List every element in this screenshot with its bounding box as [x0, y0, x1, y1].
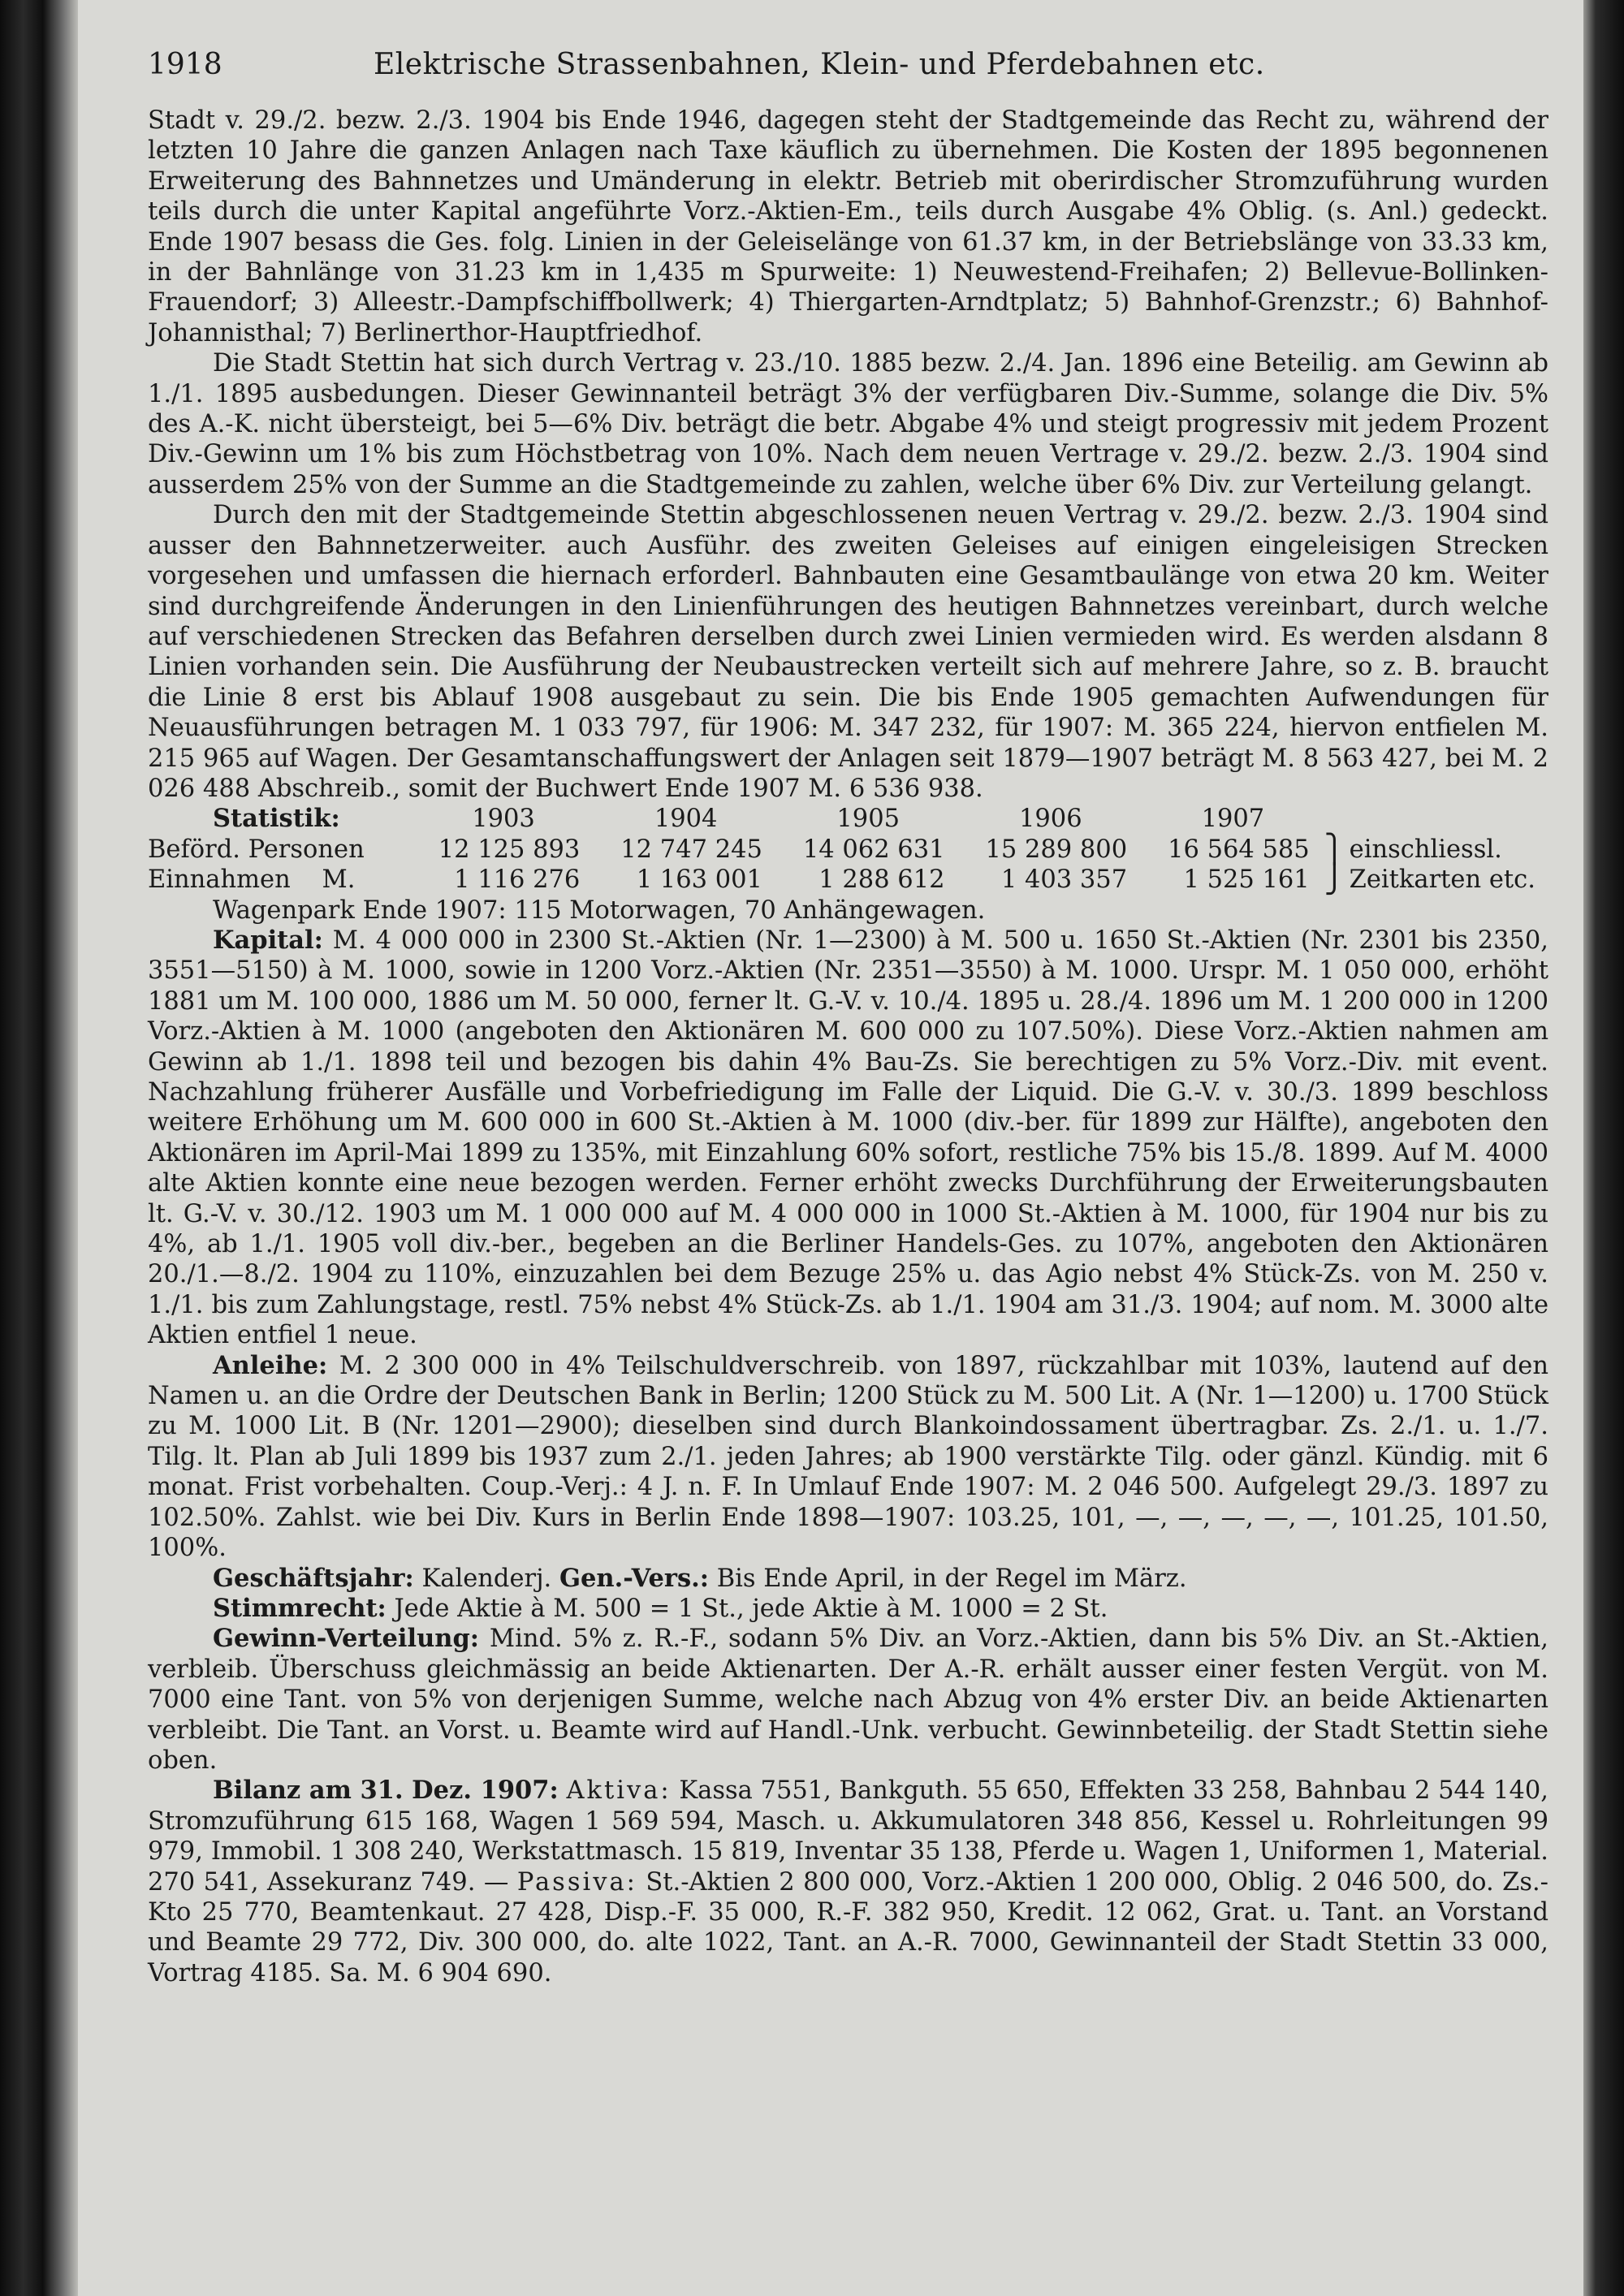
value-cell: 12 125 893	[438, 835, 581, 864]
year-cell: 1907	[1201, 805, 1265, 834]
statistics-header-row	[148, 804, 1548, 834]
gewinn-label: Gewinn-Verteilung:	[213, 1624, 480, 1654]
row-note: einschliessl.	[1349, 835, 1502, 864]
kapital-text: M. 4 000 000 in 2300 St.-Aktien (Nr. 1—2300) à M. 500 u. 1650 St.-Aktien (Nr. 2301 bis 2350, 3551—5150) à M. 1000, sowie in 1200 Vorz.-Aktien (Nr. 2351—3550) à M. 1000. Urspr. M. 1 050 000, erhöht 1881 um M. 100 000, 1886 um M. 50 000, ferner lt. G.-V. v. 10./4. 1895 u. 28./4. 1896 um M. 1 200 000 in 1200 Vorz.-Aktien à M. 1000 (angeboten den Aktionären M. 600 000 zu 107.50%). Diese Vorz.-Aktien nahmen am Gewinn ab 1./1. 1898 teil und bezogen bis dahin 4% Bau-Zs. Sie berechtigen zu 5% Vorz.-Div. mit event. Nachzahlung früherer Ausfälle und Vorbefriedigung im Falle der Liquid. Die G.-V. v. 30./3. 1899 beschloss weitere Erhöhung um M. 600 000 in 600 St.-Aktien à M. 1000 (div.-ber. für 1899 zur Hälfte), angeboten den Aktionären im April-Mai 1899 zu 135%, mit Einzahlung 60% sofort, restliche 75% bis 15./8. 1899. Auf M. 4000 alte Aktien konnte eine neue bezogen werden. Ferner erhöht zwecks Durchführung der Erweiterungsbauten lt. G.-V. v. 30./12. 1903 um M. 1 000 000 auf M. 4 000 000 in 1000 St.-Aktien à M. 1000, für 1904 nur bis zu 4%, ab 1./1. 1905 voll div.-ber., begeben an die Berliner Handels-Ges. zu 107%, angeboten den Aktionären 20./1.—8./2. 1904 zu 110%, einzuzahlen bei dem Bezuge 25% u. das Agio nebst 4% Stück-Zs. von M. 250 v. 1./1. bis zum Zahlungstage, restl. 75% nebst 4% Stück-Zs. ab 1./1. 1904 am 31./3. 1904; auf nom. M. 3000 alte Aktien entfiel 1 neue.	[148, 926, 1548, 1350]
scan-edge-right	[1583, 0, 1624, 2296]
statistics-table	[148, 804, 1548, 895]
gewinn-text: Mind. 5% z. R.-F., sodann 5% Div. an Vorz.-Aktien, dann bis 5% Div. an St.-Aktien, verbleib. Überschuss gleichmässig an beide Aktienarten. Der A.-R. erhält ausser einer festen Vergüt. von M. 7000 eine Tant. von 5% von derjenigen Summe, welche nach Abzug von 4% erster Div. an beide Aktienarten verbleibt. Die Tant. an Vorst. u. Beamte wird auf Handl.-Unk. verbucht. Gewinnbeteilig. der Stadt Stettin siehe oben.	[148, 1625, 1548, 1775]
section-stimmrecht	[148, 1594, 1548, 1624]
scan-edge-left	[0, 0, 78, 2296]
aktiva-label: Aktiva:	[566, 1776, 672, 1806]
section-gewinn-verteilung	[148, 1624, 1548, 1776]
row-unit: M.	[322, 865, 356, 895]
paragraph-profit-share: Die Stadt Stettin hat sich durch Vertrag v. 23./10. 1885 bezw. 2./4. Jan. 1896 eine Beteilig. am Gewinn ab 1./1. 1895 ausbedungen. Dieser Gewinnanteil beträgt 3% der verfügbaren Div.-Summe, solange die Div. 5% des A.-K. nicht übersteigt, bei 5—6% Div. beträgt die betr. Abgabe 4% und steigt progressiv mit jedem Prozent Div.-Gewinn um 1% bis zum Höchstbetrag von 10%. Nach dem neuen Vertrage v. 29./2. bezw. 2./3. 1904 sind ausserdem 25% von der Summe an die Stadtgemeinde zu zahlen, welche über 6% Div. zur Verteilung gelangt.	[148, 349, 1548, 499]
row-label: Beförd. Personen	[148, 835, 365, 864]
value-cell: 16 564 585	[1168, 835, 1310, 864]
brace-bottom: ⎭	[1324, 863, 1345, 896]
year-cell: 1906	[1019, 805, 1082, 834]
value-cell: 1 288 612	[818, 865, 945, 895]
section-bilanz	[148, 1776, 1548, 1988]
anleihe-text: M. 2 300 000 in 4% Teilschuldverschreib. von 1897, rückzahlbar mit 103%, lautend auf den Namen u. an die Ordre der Deutschen Bank in Berlin; 1200 Stück zu M. 500 Lit. A (Nr. 1—1200) u. 1700 Stück zu M. 1000 Lit. B (Nr. 1201—2900); dieselben sind durch Blankoindossament übertragbar. Zs. 2./1. u. 1./7. Tilg. lt. Plan ab Juli 1899 bis 1937 zum 2./1. jeden Jahres; ab 1900 verstärkte Tilg. oder gänzl. Kündig. mit 6 monat. Frist vorbehalten. Coup.-Verj.: 4 J. n. F. In Umlauf Ende 1907: M. 2 046 500. Aufgelegt 29./3. 1897 zu 102.50%. Zahlst. wie bei Div. Kurs in Berlin Ende 1898—1907: 103.25, 101, —, —, —, —, —, 101.25, 101.50, 100%.	[148, 1351, 1548, 1563]
statistics-row-passengers	[148, 835, 1548, 865]
brace-top: ⎫	[1324, 832, 1345, 865]
year-cell: 1904	[654, 805, 718, 834]
value-cell: 1 403 357	[1000, 865, 1128, 895]
page-header-title: Elektrische Strassenbahnen, Klein- und Pferdebahnen etc.	[374, 48, 1265, 81]
running-head	[122, 32, 1575, 97]
row-label: Einnahmen	[148, 865, 291, 895]
value-cell: 15 289 800	[985, 835, 1128, 864]
kapital-label: Kapital:	[213, 925, 323, 955]
geschaeftsjahr-label: Geschäftsjahr:	[213, 1563, 414, 1593]
section-kapital	[148, 926, 1548, 1351]
value-cell: 14 062 631	[802, 835, 945, 864]
gen-vers-text: Bis Ende April, in der Regel im März.	[716, 1564, 1187, 1593]
bilanz-label: Bilanz am 31. Dez. 1907:	[213, 1776, 559, 1806]
value-cell: 1 163 001	[636, 865, 762, 895]
year-cell: 1905	[836, 805, 901, 834]
aktiva-text: Kassa 7551, Bankguth. 55 650, Effekten 33 258, Bahnbau 2 544 140, Stromzuführung 615 168, Wagen 1 569 594, Masch. u. Akkumulatoren 348 856, Kessel u. Rohrleitungen 99 979, Immobil. 1 308 240, Werkstattmasch. 15 819, Inventar 35 138, Pferde u. Wagen 1, Uniformen 1, Material. 270 541, Assekuranz 749. —	[148, 1776, 1548, 1897]
stimmrecht-text: Jede Aktie à M. 500 = 1 St., jede Aktie à M. 1000 = 2 St.	[394, 1594, 1108, 1623]
stimmrecht-label: Stimmrecht:	[213, 1593, 387, 1623]
section-anleihe	[148, 1351, 1548, 1564]
passiva-text: St.-Aktien 2 800 000, Vorz.-Aktien 1 200 000, Oblig. 2 046 500, do. Zs.-Kto 25 770, Beamtenkaut. 27 428, Disp.-F. 35 000, R.-F. 382 950, Kredit. 12 062, Grat. u. Tant. an Vorstand und Beamte 29 772, Div. 300 000, do. alte 1022, Tant. an A.-R. 7000, Gewinnanteil der Stadt Stettin 33 000, Vortrag 4185. Sa. M. 6 904 690.	[148, 1867, 1548, 1987]
value-cell: 1 116 276	[454, 865, 581, 895]
statistics-heading: Statistik:	[213, 804, 340, 834]
book-page	[122, 32, 1575, 2273]
year-cell: 1903	[472, 805, 535, 834]
geschaeftsjahr-text: Kalenderj.	[421, 1564, 552, 1593]
value-cell: 1 525 161	[1183, 865, 1310, 895]
page-number: 1918	[148, 48, 222, 81]
wagenpark-line: Wagenpark Ende 1907: 115 Motorwagen, 70 Anhängewagen.	[213, 896, 986, 925]
section-geschaeftsjahr	[148, 1564, 1548, 1594]
row-note: Zeitkarten etc.	[1349, 865, 1535, 895]
statistics-row-revenue	[148, 865, 1548, 895]
page-content	[148, 106, 1548, 1988]
paragraph-concession: Stadt v. 29./2. bezw. 2./3. 1904 bis Ende 1946, dagegen steht der Stadtgemeinde das Recht zu, während der letzten 10 Jahre die ganzen Anlagen nach Taxe käuflich zu übernehmen. Die Kosten der 1895 begonnenen Erweiterung des Bahnnetzes und Umänderung in elektr. Betrieb mit oberirdischer Stromzuführung wurden teils durch die unter Kapital angeführte Vorz.-Aktien-Em., teils durch Ausgabe 4% Oblig. (s. Anl.) gedeckt. Ende 1907 besass die Ges. folg. Linien in der Geleiselänge von 61.37 km, in der Betriebslänge von 33.33 km, in der Bahnlänge von 31.23 km in 1,435 m Spurweite: 1) Neuwestend-Freihafen; 2) Bellevue-Bollinken-Frauendorf; 3) Alleestr.-Dampfschiffbollwerk; 4) Thiergarten-Arndtplatz; 5) Bahnhof-Grenzstr.; 6) Bahnhof-Johannisthal; 7) Berlinerthor-Hauptfriedhof.	[148, 106, 1548, 347]
passiva-label: Passiva:	[516, 1867, 637, 1897]
anleihe-label: Anleihe:	[213, 1350, 328, 1380]
paragraph-contract: Durch den mit der Stadtgemeinde Stettin abgeschlossenen neuen Vertrag v. 29./2. bezw. 2./3. 1904 sind ausser den Bahnnetzerweiter. auch Ausführ. des zweiten Geleises auf einigen eingeleisigen Strecken vorgesehen und umfassen die hiernach erforderl. Bahnbauten eine Gesamtbaulänge von etwa 20 km. Weiter sind durchgreifende Änderungen in den Linienführungen des heutigen Bahnnetzes vereinbart, durch welche auf verschiedenen Strecken das Befahren derselben durch zwei Linien vermieden wird. Es werden alsdann 8 Linien vorhanden sein. Die Ausführung der Neubaustrecken verteilt sich auf mehrere Jahre, so z. B. braucht die Linie 8 erst bis Ablauf 1908 ausgebaut zu sein. Die bis Ende 1905 gemachten Aufwendungen für Neuausführungen betragen M. 1 033 797, für 1906: M. 347 232, für 1907: M. 365 224, hiervon entfielen M. 215 965 auf Wagen. Der Gesamtanschaffungswert der Anlagen seit 1879—1907 beträgt M. 8 563 427, bei M. 2 026 488 Abschreib., somit der Buchwert Ende 1907 M. 6 536 938.	[148, 501, 1548, 803]
value-cell: 12 747 245	[620, 835, 762, 864]
gen-vers-label: Gen.-Vers.:	[559, 1563, 710, 1593]
